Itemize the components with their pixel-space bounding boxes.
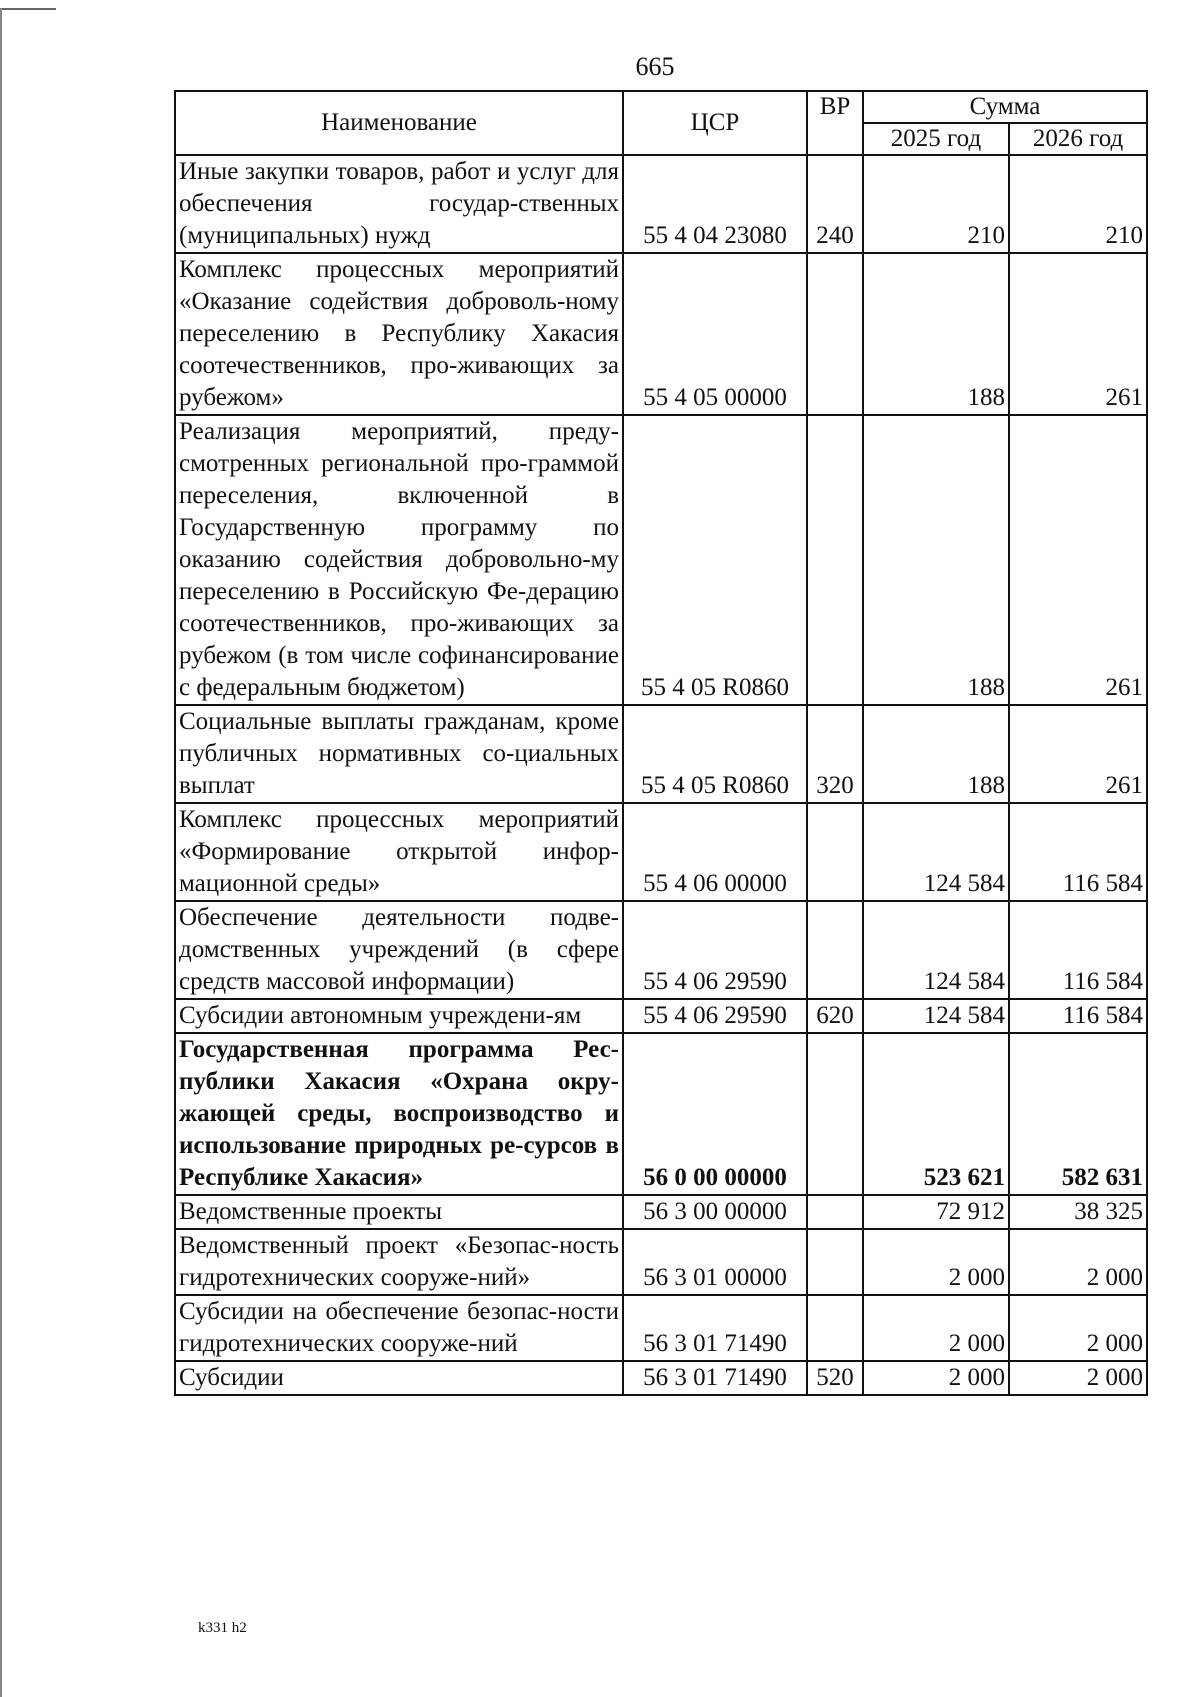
- scan-edge-left: [0, 8, 2, 1697]
- row-sum-2025: 2 000: [863, 1361, 1009, 1395]
- row-sum-2026: 2 000: [1009, 1295, 1147, 1361]
- row-name: Комплекс процессных мероприятий «Формирование открытой инфор-мационной среды»: [175, 803, 623, 901]
- row-csr: 56 3 01 71490: [623, 1295, 807, 1361]
- row-csr: 55 4 06 00000: [623, 803, 807, 901]
- scan-edge-top: [0, 8, 56, 10]
- table-row: [175, 999, 1147, 1033]
- row-vr: [807, 901, 863, 999]
- table-row: [175, 1033, 1147, 1195]
- row-csr: 55 4 04 23080: [623, 155, 807, 253]
- row-name: Обеспечение деятельности подве-домственных учреждений (в сфере средств массовой информации): [175, 901, 623, 999]
- row-sum-2026: 261: [1009, 415, 1147, 705]
- header-sum: Сумма: [863, 91, 1147, 123]
- row-name: Реализация мероприятий, преду-смотренных региональной про-граммой переселения, включенной в Государственную программу по оказанию содействия добровольно-му переселению в Российскую Фе-дерацию соотечественников, про-живающих за рубежом (в том числе софинансирование с федеральным бюджетом): [175, 415, 623, 705]
- row-name: Субсидии на обеспечение безопас-ности гидротехнических сооруже-ний: [175, 1295, 623, 1361]
- row-sum-2026: 38 325: [1009, 1195, 1147, 1229]
- row-name: Государственная программа Рес-публики Хакасия «Охрана окру-жающей среды, воспроизводство и использование природных ре-сурсов в Республике Хакасия»: [175, 1033, 623, 1195]
- table-row: [175, 1229, 1147, 1295]
- row-vr: [807, 1195, 863, 1229]
- row-sum-2025: 210: [863, 155, 1009, 253]
- row-sum-2026: 116 584: [1009, 901, 1147, 999]
- header-name: Наименование: [175, 91, 623, 155]
- row-sum-2025: 2 000: [863, 1229, 1009, 1295]
- row-sum-2026: 2 000: [1009, 1229, 1147, 1295]
- row-vr: [807, 1229, 863, 1295]
- footer-code: k331 h2: [198, 1620, 247, 1636]
- row-vr: [807, 253, 863, 415]
- header-year-2025: 2025 год: [863, 123, 1009, 155]
- row-name: Иные закупки товаров, работ и услуг для обеспечения государ-ственных (муниципальных) нужд: [175, 155, 623, 253]
- row-csr: 55 4 05 00000: [623, 253, 807, 415]
- table-row: [175, 1295, 1147, 1361]
- row-vr: 520: [807, 1361, 863, 1395]
- row-csr: 55 4 06 29590: [623, 901, 807, 999]
- row-sum-2026: 210: [1009, 155, 1147, 253]
- row-sum-2026: 261: [1009, 705, 1147, 803]
- table-row: [175, 415, 1147, 705]
- row-csr: 55 4 06 29590: [623, 999, 807, 1033]
- row-vr: 240: [807, 155, 863, 253]
- row-sum-2026: 582 631: [1009, 1033, 1147, 1195]
- page-number: 665: [635, 52, 675, 81]
- header-csr: ЦСР: [623, 91, 807, 155]
- row-sum-2026: 116 584: [1009, 803, 1147, 901]
- row-name: Социальные выплаты гражданам, кроме публичных нормативных со-циальных выплат: [175, 705, 623, 803]
- row-vr: [807, 1033, 863, 1195]
- table-row: [175, 705, 1147, 803]
- row-csr: 56 0 00 00000: [623, 1033, 807, 1195]
- row-sum-2025: 188: [863, 253, 1009, 415]
- table-row: [175, 803, 1147, 901]
- row-name: Субсидии автономным учреждени-ям: [175, 999, 623, 1033]
- row-vr: 620: [807, 999, 863, 1033]
- table-row: [175, 155, 1147, 253]
- row-sum-2025: 188: [863, 705, 1009, 803]
- row-vr: [807, 1295, 863, 1361]
- table-row: [175, 901, 1147, 999]
- row-csr: 55 4 05 R0860: [623, 415, 807, 705]
- row-sum-2025: 523 621: [863, 1033, 1009, 1195]
- row-csr: 56 3 01 00000: [623, 1229, 807, 1295]
- header-year-2026: 2026 год: [1009, 123, 1147, 155]
- table-row: [175, 1195, 1147, 1229]
- row-sum-2026: 2 000: [1009, 1361, 1147, 1395]
- table-row: [175, 253, 1147, 415]
- row-vr: [807, 803, 863, 901]
- row-sum-2025: 2 000: [863, 1295, 1009, 1361]
- row-name: Ведомственные проекты: [175, 1195, 623, 1229]
- budget-table: [174, 90, 1148, 1396]
- table-body: [175, 155, 1147, 1395]
- table-header-row: [175, 91, 1147, 123]
- row-csr: 55 4 05 R0860: [623, 705, 807, 803]
- row-sum-2025: 124 584: [863, 901, 1009, 999]
- row-vr: [807, 415, 863, 705]
- row-sum-2026: 116 584: [1009, 999, 1147, 1033]
- row-sum-2025: 188: [863, 415, 1009, 705]
- table-row: [175, 1361, 1147, 1395]
- header-vr: ВР: [807, 91, 863, 155]
- row-sum-2026: 261: [1009, 253, 1147, 415]
- row-csr: 56 3 01 71490: [623, 1361, 807, 1395]
- row-vr: 320: [807, 705, 863, 803]
- row-sum-2025: 124 584: [863, 999, 1009, 1033]
- row-sum-2025: 124 584: [863, 803, 1009, 901]
- row-sum-2025: 72 912: [863, 1195, 1009, 1229]
- row-name: Ведомственный проект «Безопас-ность гидротехнических сооруже-ний»: [175, 1229, 623, 1295]
- row-name: Комплекс процессных мероприятий «Оказание содействия доброволь-ному переселению в Республику Хакасия соотечественников, про-живающих за рубежом»: [175, 253, 623, 415]
- row-name: Субсидии: [175, 1361, 623, 1395]
- row-csr: 56 3 00 00000: [623, 1195, 807, 1229]
